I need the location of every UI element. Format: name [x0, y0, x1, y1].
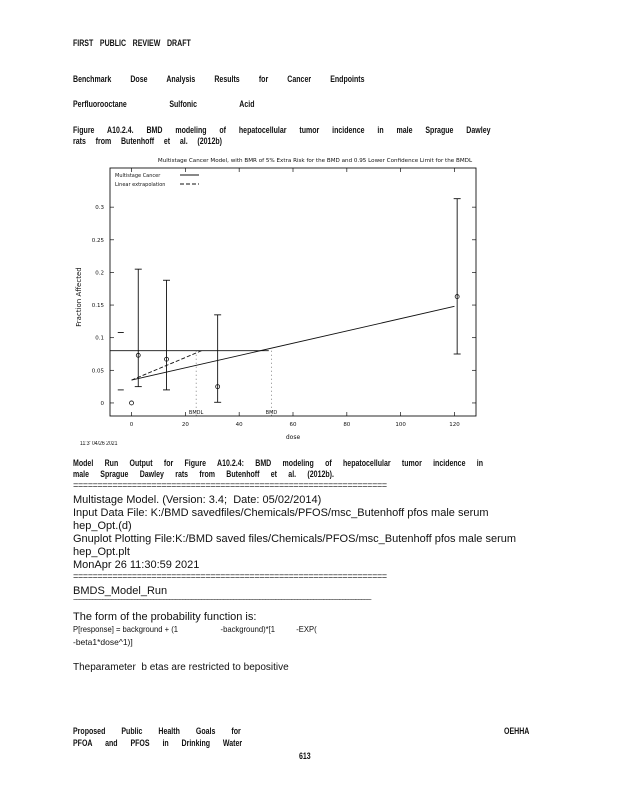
output-heading-line2: male Sprague Dawley rats from Butenhoff et al. (2012b). — [73, 469, 334, 479]
bmd-chart — [73, 152, 553, 452]
x-tick-label: 40 — [235, 422, 243, 428]
observed-point — [130, 401, 134, 405]
section-title: Benchmark Dose Analysis Results for Cancer Endpoints — [73, 74, 365, 84]
parameter-note: Theparameter b etas are restricted to bepositive — [73, 662, 289, 673]
plot-frame — [110, 168, 476, 416]
output-line-3: hep_Opt.(d) — [73, 520, 132, 532]
legend-label-multistage: Multistage Cancer — [115, 173, 161, 179]
y-tick-label: 0.3 — [95, 205, 104, 212]
output-line-1: Multistage Model. (Version: 3.4; Date: 05/02/2014) — [73, 494, 322, 506]
y-tick-label: 0.1 — [95, 335, 104, 342]
separator-line: ================================================================ — [73, 481, 387, 491]
draft-label: FIRST PUBLIC REVIEW DRAFT — [73, 38, 191, 48]
y-tick-label: 0.25 — [91, 237, 104, 244]
tilde-separator: ~~~~~~~~~~~~~~~~~~~~~~~~~~~~~~~~~~~~~~~~~~~~~~~~~~~~~~~~~~~~~~~~~~~~~~~~~~~~~~~~~~~~~~~~~~~~~ — [73, 597, 371, 605]
probability-formula-line1: P[response] = background + (1 -background)*[1 -EXP( — [73, 624, 317, 634]
bmd-label: BMD — [265, 410, 278, 416]
y-tick-label: 0 — [100, 400, 104, 407]
footer-agency: OEHHA — [504, 726, 530, 736]
x-axis-label: dose — [285, 434, 301, 441]
legend-label-linear: Linear extrapolation — [115, 182, 166, 188]
output-line-6: MonApr 26 11:30:59 2021 — [73, 559, 200, 571]
x-tick-label: 100 — [395, 422, 406, 428]
y-axis-label: Fraction Affected — [75, 267, 83, 327]
x-tick-label: 20 — [181, 422, 189, 428]
output-line-2: Input Data File: K:/BMD savedfiles/Chemicals/PFOS/msc_Butenhoff pfos male serum — [73, 507, 489, 519]
chart-legend — [115, 173, 199, 188]
figure-caption-line2: rats from Butenhoff et al. (2012b) — [73, 136, 223, 146]
footer-left-line1: Proposed Public Health Goals for — [73, 726, 241, 736]
separator-line-2: ================================================================ — [73, 572, 387, 582]
output-line-5: hep_Opt.plt — [73, 546, 130, 558]
y-tick-label: 0.15 — [91, 303, 104, 310]
probability-intro: The form of the probability function is: — [73, 611, 257, 623]
model-run-name: BMDS_Model_Run — [73, 585, 168, 597]
axis-ticks — [110, 168, 476, 416]
output-heading-line1: Model Run Output for Figure A10.2.4: BMD modeling of hepatocellular tumor incidence in — [73, 458, 484, 468]
x-tick-labels — [130, 422, 460, 428]
chart-title: Multistage Cancer Model, with BMR of 5% Extra Risk for the BMD and 0.95 Lower Confidence Limit for the BMDL — [157, 158, 473, 164]
plot-timestamp: 11:3' 04/26 2021 — [80, 441, 118, 447]
bmd-label: BMDL — [188, 410, 204, 416]
chemical-name: Perfluorooctane Sulfonic Acid — [73, 99, 255, 109]
footer-left-line2: PFOA and PFOS in Drinking Water — [73, 738, 243, 748]
x-tick-label: 60 — [289, 422, 297, 428]
y-tick-labels — [92, 205, 105, 407]
probability-formula-line2: -beta1*dose^1)] — [73, 637, 133, 647]
y-tick-label: 0.05 — [91, 368, 104, 375]
x-tick-label: 0 — [129, 422, 134, 428]
x-tick-label: 80 — [343, 422, 351, 428]
chart-marks — [110, 199, 461, 416]
y-tick-label: 0.2 — [95, 270, 104, 277]
output-line-4: Gnuplot Plotting File:K:/BMD saved files/Chemicals/PFOS/msc_Butenhoff pfos male serum — [73, 533, 517, 545]
x-tick-label: 120 — [449, 422, 460, 428]
page-number: 613 — [299, 751, 311, 761]
figure-caption-line1: Figure A10.2.4. BMD modeling of hepatocellular tumor incidence in male Sprague Dawley — [73, 125, 491, 135]
model-curve — [132, 306, 455, 380]
